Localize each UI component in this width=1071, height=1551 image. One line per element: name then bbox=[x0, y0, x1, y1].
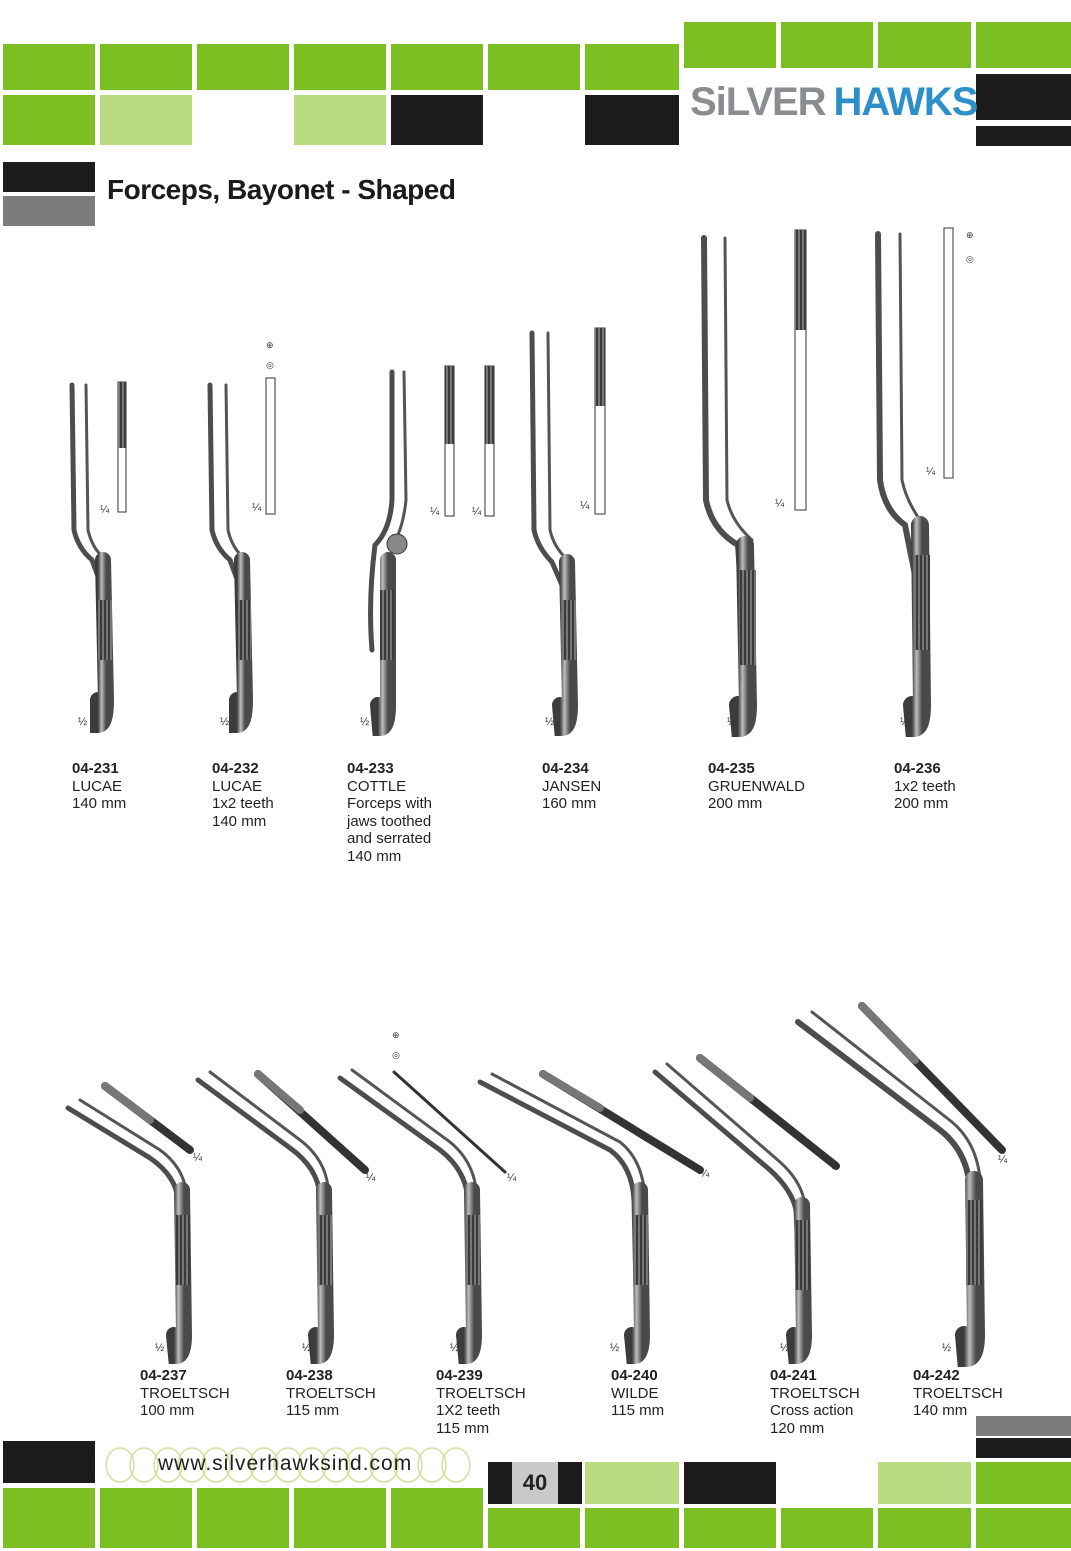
forceps-04-236-drawing bbox=[878, 228, 974, 728]
footer-block bbox=[585, 1508, 679, 1548]
forceps-04-232-drawing bbox=[210, 340, 275, 725]
product-detail: 200 mm bbox=[708, 795, 763, 812]
footer-block bbox=[197, 1488, 289, 1548]
website-url[interactable]: www.silverhawksind.com bbox=[158, 1452, 413, 1475]
svg-text:◎: ◎ bbox=[392, 1050, 400, 1060]
product-code: 04-231 bbox=[72, 760, 119, 777]
product-detail: TROELTSCH bbox=[913, 1384, 1003, 1402]
scale-label: ¼ bbox=[700, 1168, 710, 1180]
scale-label: ¼ bbox=[100, 504, 110, 516]
product-code: 04-234 bbox=[542, 760, 589, 777]
forceps-04-237-drawing bbox=[68, 1086, 190, 1356]
footer-block bbox=[391, 1488, 483, 1548]
product-code: 04-241 bbox=[770, 1367, 817, 1384]
svg-text:⊕: ⊕ bbox=[966, 230, 974, 240]
scale-label: ¼ bbox=[507, 1172, 517, 1184]
footer-block bbox=[878, 1508, 971, 1548]
product-detail: TROELTSCH bbox=[770, 1384, 860, 1402]
product-caption bbox=[347, 760, 432, 865]
footer-block bbox=[100, 1488, 192, 1548]
scale-label: ¼ bbox=[193, 1152, 203, 1164]
footer-block bbox=[976, 1508, 1071, 1548]
scale-label: ¼ bbox=[430, 506, 440, 518]
scale-label: ¼ bbox=[998, 1154, 1008, 1166]
scale-label: ¼ bbox=[252, 502, 262, 514]
product-code: 04-240 bbox=[611, 1367, 658, 1384]
scale-label: ¼ bbox=[830, 1160, 840, 1172]
product-detail: 140 mm bbox=[72, 795, 127, 812]
footer-block bbox=[488, 1508, 580, 1548]
product-detail: 115 mm bbox=[611, 1402, 665, 1419]
product-caption bbox=[894, 760, 956, 813]
product-caption bbox=[913, 1367, 1003, 1420]
product-detail: LUCAE bbox=[212, 777, 263, 795]
footer-block bbox=[781, 1508, 873, 1548]
footer-block bbox=[684, 1462, 776, 1504]
product-caption bbox=[770, 1367, 860, 1437]
svg-text:⊕: ⊕ bbox=[392, 1030, 400, 1040]
product-code: 04-242 bbox=[913, 1367, 960, 1384]
forceps-04-234-drawing bbox=[532, 328, 605, 728]
product-detail: 140 mm bbox=[212, 812, 267, 830]
product-detail: 120 mm bbox=[770, 1419, 825, 1437]
scale-label: ½ bbox=[360, 716, 370, 728]
scale-label: ¼ bbox=[926, 466, 936, 478]
forceps-04-238-drawing bbox=[198, 1072, 365, 1356]
product-detail: and serrated bbox=[347, 830, 432, 847]
footer-block bbox=[976, 1438, 1071, 1458]
product-detail: 100 mm bbox=[140, 1402, 195, 1419]
scale-label: ½ bbox=[780, 1342, 790, 1354]
product-detail: LUCAE bbox=[72, 777, 123, 795]
scale-label: ¼ bbox=[366, 1172, 376, 1184]
scale-label: ½ bbox=[942, 1342, 952, 1354]
scale-label: ½ bbox=[155, 1342, 165, 1354]
product-caption bbox=[72, 760, 126, 813]
product-caption bbox=[611, 1367, 664, 1420]
scale-label: ¼ bbox=[775, 498, 785, 510]
product-detail: 140 mm bbox=[913, 1402, 968, 1419]
product-caption bbox=[436, 1367, 526, 1437]
product-caption bbox=[212, 760, 274, 830]
logo-word-hawks: HAWKS bbox=[833, 80, 978, 124]
scale-label: ½ bbox=[900, 716, 910, 728]
footer-block bbox=[684, 1508, 776, 1548]
footer-block bbox=[878, 1462, 971, 1504]
svg-text:◎: ◎ bbox=[266, 360, 274, 370]
scale-label: ½ bbox=[610, 1342, 620, 1354]
scale-label: ½ bbox=[78, 716, 88, 728]
product-detail: TROELTSCH bbox=[286, 1384, 376, 1402]
product-code: 04-238 bbox=[286, 1367, 333, 1384]
scale-label: ½ bbox=[450, 1342, 460, 1354]
forceps-04-242-drawing bbox=[798, 1006, 1002, 1358]
product-code: 04-236 bbox=[894, 760, 941, 777]
footer-block bbox=[294, 1488, 386, 1548]
svg-text:⊕: ⊕ bbox=[266, 340, 274, 350]
scale-label: ¼ bbox=[580, 500, 590, 512]
product-code: 04-233 bbox=[347, 760, 394, 777]
footer-block bbox=[3, 1488, 95, 1548]
product-detail: 160 mm bbox=[542, 795, 597, 812]
product-code: 04-232 bbox=[212, 760, 259, 777]
product-detail: Forceps with bbox=[347, 795, 433, 812]
product-detail: 1x2 teeth bbox=[894, 777, 956, 795]
footer-block bbox=[585, 1462, 679, 1504]
svg-text:◎: ◎ bbox=[966, 254, 974, 264]
product-code: 04-239 bbox=[436, 1367, 483, 1384]
product-detail: WILDE bbox=[611, 1384, 659, 1402]
product-detail: TROELTSCH bbox=[436, 1384, 526, 1402]
product-detail: Cross action bbox=[770, 1402, 854, 1419]
product-detail: TROELTSCH bbox=[140, 1384, 230, 1402]
footer-block bbox=[976, 1416, 1071, 1436]
scale-label: ½ bbox=[727, 716, 737, 728]
scale-label: ¼ bbox=[472, 506, 482, 518]
scale-label: ½ bbox=[302, 1342, 312, 1354]
product-code: 04-235 bbox=[708, 760, 755, 777]
forceps-04-233-drawing bbox=[371, 366, 494, 728]
forceps-04-231-drawing bbox=[72, 382, 126, 725]
product-detail: 1x2 teeth bbox=[212, 795, 274, 812]
forceps-04-239-drawing bbox=[340, 1030, 505, 1356]
page-number: 40 bbox=[512, 1462, 558, 1504]
product-detail: GRUENWALD bbox=[708, 777, 805, 795]
forceps-04-235-drawing bbox=[704, 230, 806, 728]
footer-block bbox=[976, 1462, 1071, 1504]
scale-label: ½ bbox=[545, 716, 555, 728]
page-title: Forceps, Bayonet - Shaped bbox=[107, 174, 456, 205]
product-detail: 140 mm bbox=[347, 847, 402, 865]
product-detail: JANSEN bbox=[542, 777, 602, 795]
logo-word-silver: SiLVER bbox=[690, 80, 826, 124]
forceps-04-241-drawing bbox=[655, 1058, 836, 1356]
product-detail: COTTLE bbox=[347, 777, 407, 795]
product-caption bbox=[286, 1367, 376, 1420]
product-caption bbox=[140, 1367, 230, 1420]
product-detail: jaws toothed bbox=[347, 812, 432, 830]
footer-block bbox=[3, 1441, 95, 1483]
product-detail: 200 mm bbox=[894, 795, 949, 812]
scale-label: ½ bbox=[220, 716, 230, 728]
product-caption bbox=[542, 760, 601, 813]
website-banner bbox=[100, 1446, 488, 1484]
product-caption bbox=[708, 760, 805, 813]
product-code: 04-237 bbox=[140, 1367, 187, 1384]
product-detail: 115 mm bbox=[436, 1419, 490, 1437]
forceps-04-240-drawing bbox=[480, 1074, 700, 1356]
product-detail: 1X2 teeth bbox=[436, 1402, 501, 1419]
product-detail: 115 mm bbox=[286, 1402, 340, 1419]
